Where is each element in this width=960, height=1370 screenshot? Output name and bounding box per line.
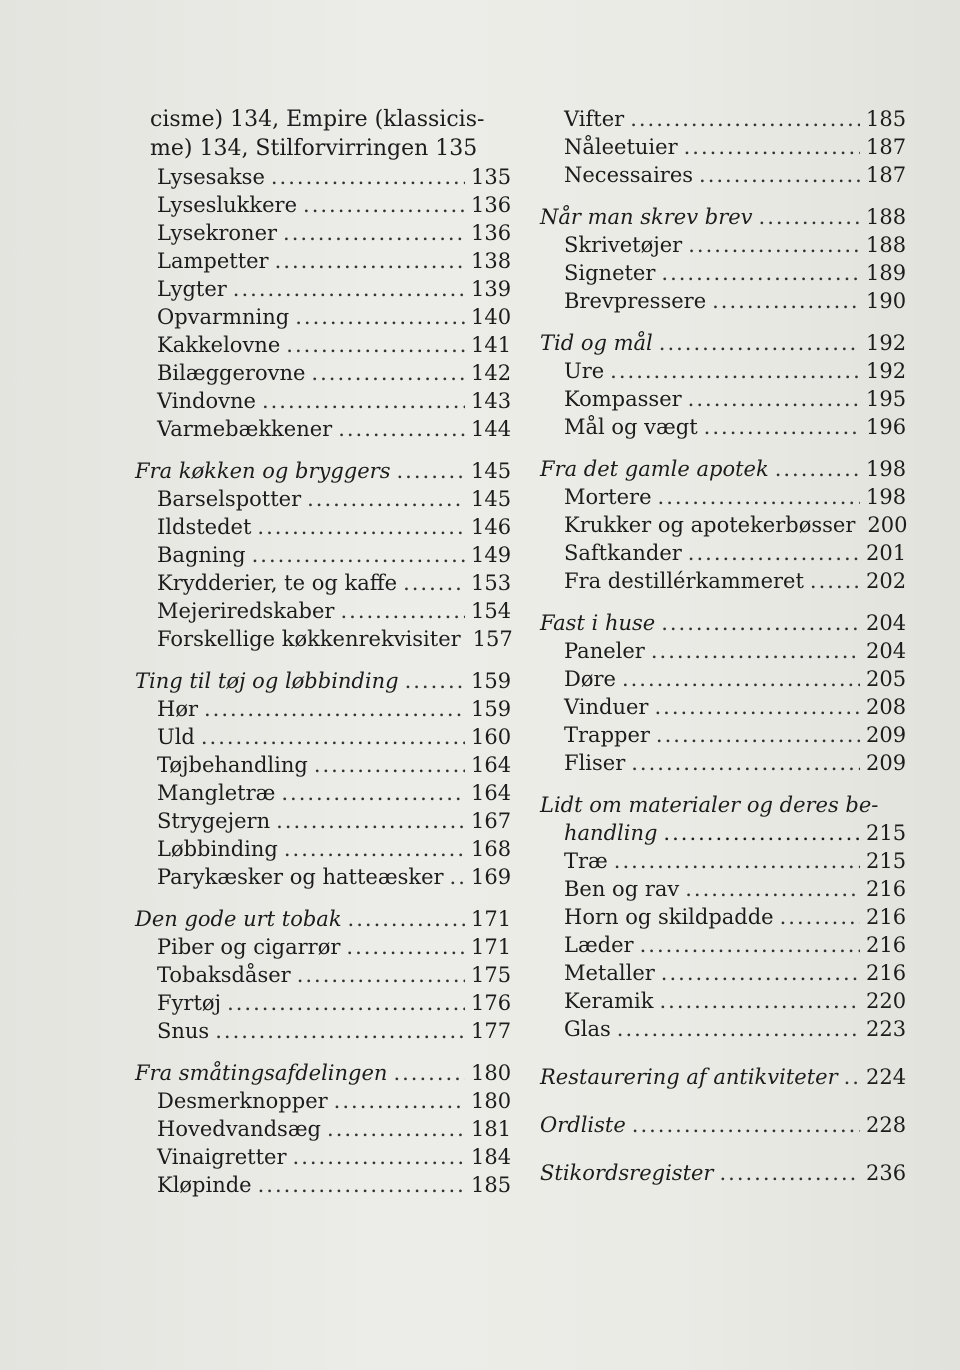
entry-page: 198 <box>866 485 907 509</box>
entry-page: 167 <box>471 809 512 833</box>
leader-dots <box>659 329 860 357</box>
entry-page: 164 <box>471 781 512 805</box>
heading-label: Stikordsregister <box>540 1161 714 1185</box>
toc-entry <box>135 513 515 541</box>
toc-entry <box>540 693 910 721</box>
heading-label: Den gode urt tobak <box>135 907 342 931</box>
entry-label: Signeter <box>564 261 656 285</box>
entry-label: Lysekroner <box>157 221 278 245</box>
toc-entry <box>135 807 515 835</box>
entry-label: Ildstedet <box>157 515 252 539</box>
leader-dots <box>759 203 860 231</box>
leader-dots <box>704 413 860 441</box>
entry-page: 181 <box>471 1117 512 1141</box>
entry-page: 136 <box>471 221 512 245</box>
leader-dots <box>659 987 860 1015</box>
entry-label: Glas <box>564 1017 611 1041</box>
toc-entry <box>135 961 515 989</box>
toc-entry <box>540 959 910 987</box>
toc-entry <box>540 259 910 287</box>
entry-label: Desmerknopper <box>157 1089 328 1113</box>
entry-label: Uld <box>157 725 195 749</box>
leader-dots <box>303 191 465 219</box>
toc-entry <box>135 625 515 653</box>
heading-page: 236 <box>866 1161 907 1185</box>
toc-entry <box>135 219 515 247</box>
heading-label: Lidt om materialer og deres be- <box>540 793 879 817</box>
leader-dots <box>252 541 465 569</box>
toc-entry <box>540 511 910 539</box>
entry-page: 146 <box>471 515 512 539</box>
entry-label: Trapper <box>564 723 650 747</box>
entry-label: Døre <box>564 667 616 691</box>
entry-page: 168 <box>471 837 512 861</box>
toc-entry <box>135 723 515 751</box>
leader-dots <box>775 455 860 483</box>
entry-page: 145 <box>471 487 512 511</box>
toc-entry <box>135 1017 515 1045</box>
entry-label: Vindovne <box>157 389 256 413</box>
entry-label: Ure <box>564 359 605 383</box>
entry-page: 139 <box>471 277 512 301</box>
intro-continuation <box>135 105 515 163</box>
heading-page: 188 <box>866 205 907 229</box>
entry-page: 216 <box>866 905 907 929</box>
toc-left-column <box>135 105 515 1199</box>
toc-entry <box>540 987 910 1015</box>
leader-dots <box>663 819 860 847</box>
heading-page: 198 <box>866 457 907 481</box>
entry-page: 209 <box>866 751 907 775</box>
entry-label: Parykæsker og hatteæsker <box>157 865 444 889</box>
section-heading <box>135 667 515 695</box>
toc-section <box>135 457 515 653</box>
toc-entry <box>135 485 515 513</box>
entry-label: Mål og vægt <box>564 415 698 439</box>
entry-page: 204 <box>866 639 907 663</box>
toc-entry <box>540 357 910 385</box>
entry-label: Mejeriredskaber <box>157 599 335 623</box>
entry-page: 175 <box>471 963 512 987</box>
entry-page: 215 <box>866 849 907 873</box>
heading-continuation <box>540 819 910 847</box>
entry-label: Nåleetuier <box>564 135 678 159</box>
entry-page: 138 <box>471 249 512 273</box>
heading-label: Ordliste <box>540 1113 626 1137</box>
leader-dots <box>688 385 860 413</box>
section-heading <box>135 1059 515 1087</box>
entry-label: Necessaires <box>564 163 694 187</box>
heading-label: handling <box>564 821 658 845</box>
toc-section <box>540 105 910 189</box>
leader-dots <box>311 359 465 387</box>
entry-label: Lygter <box>157 277 227 301</box>
leader-dots <box>610 357 860 385</box>
entry-label: Ben og rav <box>564 877 680 901</box>
intro-line: me) 134, Stilforvirringen 135 <box>150 136 478 161</box>
toc-section <box>135 163 515 443</box>
section-heading <box>540 1063 910 1091</box>
toc-entry <box>540 721 910 749</box>
toc-entry <box>540 931 910 959</box>
leader-dots <box>661 259 860 287</box>
intro-line: cisme) 134, Empire (klassicis- <box>150 107 485 132</box>
leader-dots <box>654 693 860 721</box>
toc-entry <box>135 1143 515 1171</box>
toc-entry <box>540 385 910 413</box>
entry-page: 200 <box>867 513 908 537</box>
leader-dots <box>271 163 465 191</box>
toc-entry <box>135 163 515 191</box>
section-heading <box>540 329 910 357</box>
toc-section <box>135 905 515 1045</box>
leader-dots <box>286 331 465 359</box>
entry-page: 187 <box>866 135 907 159</box>
leader-dots <box>630 105 860 133</box>
entry-label: Bilæggerovne <box>157 361 306 385</box>
entry-label: Fyrtøj <box>157 991 222 1015</box>
toc-entry <box>540 903 910 931</box>
entry-page: 160 <box>471 725 512 749</box>
entry-page: 171 <box>471 935 512 959</box>
leader-dots <box>276 807 465 835</box>
toc-entry <box>135 1087 515 1115</box>
toc-right-column <box>540 105 910 1187</box>
entry-label: Fra destillérkammeret <box>564 569 804 593</box>
entry-label: Bagning <box>157 543 246 567</box>
entry-page: 142 <box>471 361 512 385</box>
leader-dots <box>699 161 860 189</box>
toc-entry <box>135 989 515 1017</box>
entry-page: 205 <box>866 667 907 691</box>
leader-dots <box>450 863 465 891</box>
heading-label: Fra småtingsafdelingen <box>135 1061 388 1085</box>
toc-entry <box>135 359 515 387</box>
entry-label: Keramik <box>564 989 654 1013</box>
toc-entry <box>540 287 910 315</box>
toc-entry <box>540 567 910 595</box>
leader-dots <box>651 637 860 665</box>
leader-dots <box>201 723 465 751</box>
leader-dots <box>397 457 466 485</box>
toc-entry <box>135 597 515 625</box>
toc-entry <box>540 539 910 567</box>
toc-section <box>135 1059 515 1199</box>
heading-label: Ting til tøj og løbbinding <box>135 669 399 693</box>
entry-label: Skrivetøjer <box>564 233 683 257</box>
entry-page: 177 <box>471 1019 512 1043</box>
entry-page: 223 <box>866 1017 907 1041</box>
toc-section <box>540 791 910 1043</box>
toc-entry <box>135 191 515 219</box>
entry-page: 135 <box>471 165 512 189</box>
leader-dots <box>614 847 860 875</box>
section-heading <box>135 457 515 485</box>
entry-label: Kakkelovne <box>157 333 281 357</box>
leader-dots <box>688 231 860 259</box>
leader-dots <box>233 275 465 303</box>
entry-label: Vinaigretter <box>157 1145 287 1169</box>
toc-section <box>540 1159 910 1187</box>
entry-label: Lyseslukkere <box>157 193 298 217</box>
toc-entry <box>135 331 515 359</box>
toc-entry <box>540 161 910 189</box>
leader-dots <box>617 1015 860 1043</box>
heading-page: 215 <box>866 821 907 845</box>
heading-page: 204 <box>866 611 907 635</box>
entry-page: 209 <box>866 723 907 747</box>
entry-label: Opvarmning <box>157 305 290 329</box>
heading-page: 159 <box>471 669 512 693</box>
heading-page: 192 <box>866 331 907 355</box>
entry-label: Forskellige køkkenrekvisiter <box>157 627 461 651</box>
leader-dots <box>658 483 860 511</box>
leader-dots <box>712 287 860 315</box>
toc-entry <box>135 1171 515 1199</box>
heading-page: 180 <box>471 1061 512 1085</box>
toc-entry <box>540 105 910 133</box>
toc-section <box>540 203 910 315</box>
entry-label: Barselspotter <box>157 487 302 511</box>
entry-label: Vifter <box>564 107 625 131</box>
leader-dots <box>393 1059 465 1087</box>
entry-page: 208 <box>866 695 907 719</box>
toc-entry <box>135 387 515 415</box>
entry-label: Hovedvandsæg <box>157 1117 322 1141</box>
entry-page: 169 <box>471 865 512 889</box>
entry-page: 201 <box>866 541 907 565</box>
leader-dots <box>844 1063 860 1091</box>
heading-page: 145 <box>471 459 512 483</box>
entry-page: 216 <box>866 877 907 901</box>
toc-entry <box>135 541 515 569</box>
entry-page: 185 <box>866 107 907 131</box>
leader-dots <box>307 485 465 513</box>
entry-label: Strygejern <box>157 809 271 833</box>
toc-entry <box>135 247 515 275</box>
toc-entry <box>540 637 910 665</box>
leader-dots <box>281 779 465 807</box>
leader-dots <box>338 415 465 443</box>
heading-page: 228 <box>866 1113 907 1137</box>
section-heading <box>540 455 910 483</box>
leader-dots <box>810 567 860 595</box>
leader-dots <box>622 665 860 693</box>
entry-label: Tobaksdåser <box>157 963 291 987</box>
leader-dots <box>327 1115 465 1143</box>
entry-label: Piber og cigarrør <box>157 935 341 959</box>
entry-page: 153 <box>471 571 512 595</box>
leader-dots <box>632 1111 860 1139</box>
entry-label: Lysesakse <box>157 165 265 189</box>
leader-dots <box>284 835 465 863</box>
toc-entry <box>540 665 910 693</box>
leader-dots <box>640 931 860 959</box>
entry-label: Mangletræ <box>157 781 276 805</box>
entry-label: Kløpinde <box>157 1173 252 1197</box>
entry-label: Træ <box>564 849 608 873</box>
entry-page: 159 <box>471 697 512 721</box>
entry-page: 149 <box>471 543 512 567</box>
leader-dots <box>403 569 465 597</box>
entry-page: 195 <box>866 387 907 411</box>
entry-page: 164 <box>471 753 512 777</box>
leader-dots <box>780 903 860 931</box>
leader-dots <box>283 219 465 247</box>
leader-dots <box>275 247 465 275</box>
toc-entry <box>135 569 515 597</box>
entry-label: Paneler <box>564 639 645 663</box>
entry-page: 220 <box>866 989 907 1013</box>
heading-label: Tid og mål <box>540 331 653 355</box>
entry-label: Læder <box>564 933 634 957</box>
leader-dots <box>215 1017 465 1045</box>
toc-section <box>540 329 910 441</box>
toc-entry <box>540 133 910 161</box>
heading-label: Når man skrev brev <box>540 205 753 229</box>
toc-entry <box>540 413 910 441</box>
leader-dots <box>293 1143 465 1171</box>
toc-entry <box>135 415 515 443</box>
entry-page: 180 <box>471 1089 512 1113</box>
leader-dots <box>340 597 465 625</box>
leader-dots <box>204 695 465 723</box>
entry-label: Snus <box>157 1019 210 1043</box>
entry-label: Saftkander <box>564 541 682 565</box>
entry-label: Krukker og apotekerbøsser <box>564 513 856 537</box>
leader-dots <box>262 387 465 415</box>
section-heading <box>540 203 910 231</box>
entry-page: 216 <box>866 961 907 985</box>
entry-page: 141 <box>471 333 512 357</box>
leader-dots <box>631 749 860 777</box>
entry-page: 143 <box>471 389 512 413</box>
toc-section <box>540 455 910 595</box>
toc-entry <box>540 749 910 777</box>
toc-entry <box>540 1015 910 1043</box>
leader-dots <box>258 1171 465 1199</box>
entry-label: Varmebækkener <box>157 417 333 441</box>
entry-label: Kompasser <box>564 387 682 411</box>
entry-page: 184 <box>471 1145 512 1169</box>
entry-page: 157 <box>472 627 513 651</box>
leader-dots <box>405 667 465 695</box>
section-heading <box>540 1159 910 1187</box>
entry-page: 190 <box>866 289 907 313</box>
leader-dots <box>688 539 860 567</box>
toc-entry <box>135 933 515 961</box>
leader-dots <box>719 1159 860 1187</box>
entry-label: Vinduer <box>564 695 649 719</box>
heading-label: Fra køkken og bryggers <box>135 459 391 483</box>
entry-label: Tøjbehandling <box>157 753 308 777</box>
entry-label: Brevpressere <box>564 289 707 313</box>
toc-entry <box>135 1115 515 1143</box>
leader-dots <box>227 989 465 1017</box>
section-heading <box>540 791 910 847</box>
toc-section <box>540 1063 910 1091</box>
entry-label: Mortere <box>564 485 652 509</box>
heading-page: 171 <box>471 907 512 931</box>
leader-dots <box>295 303 465 331</box>
toc-entry <box>135 695 515 723</box>
entry-page: 189 <box>866 261 907 285</box>
leader-dots <box>297 961 465 989</box>
leader-dots <box>685 875 860 903</box>
entry-page: 192 <box>866 359 907 383</box>
leader-dots <box>257 513 465 541</box>
toc-entry <box>135 779 515 807</box>
entry-page: 216 <box>866 933 907 957</box>
toc-section <box>135 667 515 891</box>
leader-dots <box>348 905 465 933</box>
heading-label: Fra det gamle apotek <box>540 457 769 481</box>
section-heading <box>540 1111 910 1139</box>
leader-dots <box>334 1087 465 1115</box>
toc-entry <box>135 303 515 331</box>
leader-dots <box>661 959 860 987</box>
entry-label: Horn og skildpadde <box>564 905 774 929</box>
entry-label: Fliser <box>564 751 626 775</box>
leader-dots <box>656 721 860 749</box>
heading-label: Restaurering af antikviteter <box>540 1065 838 1089</box>
entry-page: 196 <box>866 415 907 439</box>
toc-entry <box>540 875 910 903</box>
section-heading <box>540 609 910 637</box>
entry-page: 176 <box>471 991 512 1015</box>
entry-page: 188 <box>866 233 907 257</box>
leader-dots <box>346 933 465 961</box>
entry-label: Metaller <box>564 961 655 985</box>
leader-dots <box>314 751 465 779</box>
heading-label: Fast i huse <box>540 611 656 635</box>
toc-entry <box>540 483 910 511</box>
leader-dots <box>684 133 860 161</box>
toc-entry <box>135 863 515 891</box>
toc-section <box>540 609 910 777</box>
entry-page: 136 <box>471 193 512 217</box>
entry-label: Hør <box>157 697 198 721</box>
entry-page: 140 <box>471 305 512 329</box>
section-heading <box>135 905 515 933</box>
toc-section <box>540 1111 910 1139</box>
entry-label: Lampetter <box>157 249 269 273</box>
entry-page: 144 <box>471 417 512 441</box>
entry-page: 187 <box>866 163 907 187</box>
entry-page: 185 <box>471 1173 512 1197</box>
leader-dots <box>661 609 860 637</box>
toc-entry <box>135 835 515 863</box>
entry-label: Krydderier, te og kaffe <box>157 571 398 595</box>
entry-label: Løbbinding <box>157 837 278 861</box>
toc-entry <box>540 231 910 259</box>
toc-entry <box>135 751 515 779</box>
entry-page: 202 <box>866 569 907 593</box>
toc-entry <box>135 275 515 303</box>
toc-entry <box>540 847 910 875</box>
heading-page: 224 <box>866 1065 907 1089</box>
entry-page: 154 <box>471 599 512 623</box>
